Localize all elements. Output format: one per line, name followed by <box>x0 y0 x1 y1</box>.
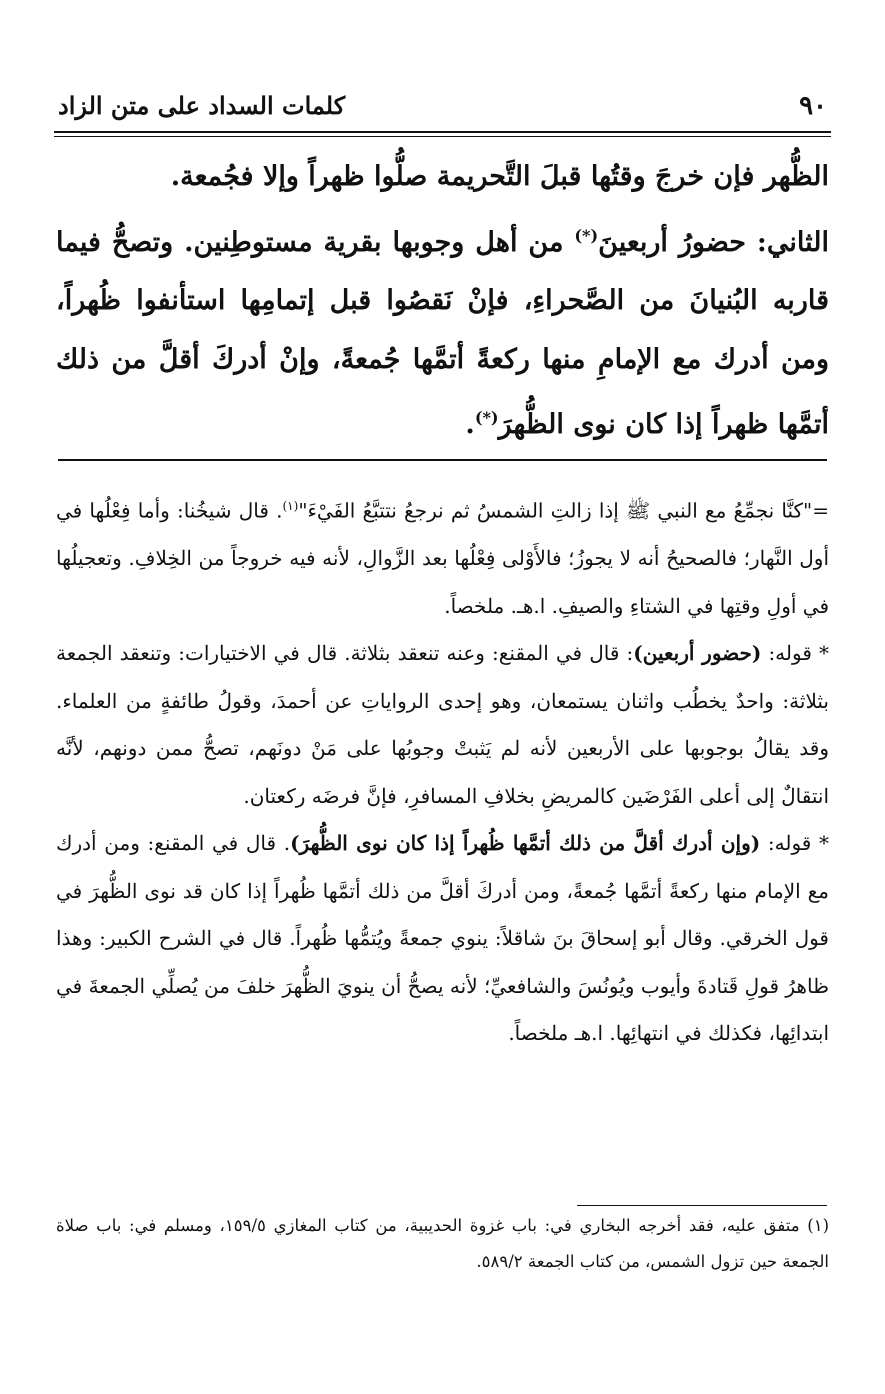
commentary-p1-rest: . قال شيخُنا: وأما فِعْلُها في أول النَّهار؛ فالصحيحُ أنه لا يجوزُ؛ فالأَوْلى فِعْلُها بعد الزَّوالِ، لأنه فيه خروجاً من الخِلافِ. وتعجيلُها في أولِ وقتِها في الشتاءِ والصيفِ. ا.هـ. ملخصاً. <box>56 498 829 618</box>
footnote-1: (١) متفق عليه، فقد أخرجه البخاري في: باب غزوة الحديبية، من كتاب المغازي ١٥٩/٥، ومسلم في: باب صلاة الجمعة حين تزول الشمس، من كتاب الجمعة ٥٨٩/٢. <box>56 1216 829 1271</box>
section-divider <box>58 459 827 461</box>
annotation-mark: (*) <box>574 225 599 245</box>
matn-p2-end: . <box>465 409 475 440</box>
quoted-matn: (حضور أربعين) <box>633 641 762 666</box>
annotation-mark: (*) <box>474 408 499 427</box>
commentary-text <box>56 483 829 1058</box>
commentary-paragraph-3 <box>56 820 829 1058</box>
commentary-lead: * قوله: <box>761 641 830 666</box>
footnotes <box>56 1208 829 1280</box>
footnote-divider <box>577 1205 827 1206</box>
matn-text <box>56 148 829 455</box>
quoted-matn: (وإن أدرك أقلَّ من ذلك أتمَّها ظُهراً إذا كان نوى الظُّهرَ) <box>290 831 761 856</box>
matn-paragraph-2 <box>56 207 829 455</box>
matn-p2-text: الثاني: حضورُ أربعينَ <box>598 226 829 258</box>
hadith-quote: ="كنَّا نجمِّعُ مع النبي ﷺ إذا زالتِ الشمسُ ثم نرجعُ نتتبَّعُ الفَيْءَ" <box>298 498 830 523</box>
commentary-p2-rest: : قال في المقنع: وعنه تنعقد بثلاثة. قال في الاختيارات: وتنعقد الجمعة بثلاثة: واحدٌ يخطُب واثنان يستمعان، وهو إحدى الرواياتِ عن أحمدَ، وقولُ طائفةٍ من العلماء. وقد يقالُ بوجوبها على الأربعين لأنه لم يَثبتْ وجوبُها على مَنْ دونَهم، تصحُّ ممن دونهم، لأنَّه انتقالٌ إلى أعلى الفَرْضَين كالمريضِ بخلافِ المسافرِ، فإنَّ فرضَه ركعتان. <box>56 641 829 808</box>
commentary-lead: * قوله: <box>760 831 830 856</box>
commentary-paragraph-1 <box>56 483 829 630</box>
matn-paragraph-1: الظُّهر فإن خرجَ وقتُها قبلَ التَّحريمة صلُّوا ظهراً وإلا فجُمعة. <box>170 161 829 192</box>
page-header <box>58 88 827 128</box>
running-title: كلمات السداد على متن الزاد <box>58 91 346 120</box>
page-number: ٩٠ <box>799 91 827 121</box>
footnote-ref: (١) <box>282 499 299 513</box>
header-rule <box>54 131 831 137</box>
commentary-paragraph-2 <box>56 630 829 820</box>
matn-p2-rest: من أهل وجوبها بقرية مستوطِنين. وتصحُّ فيما قاربه البُنيانَ من الصَّحراءِ، فإنْ نَقصُوا قبل إتمامِها استأنفوا ظُهراً، ومن أدرك مع الإمامِ منها ركعةً أتمَّها جُمعةً، وإنْ أدركَ أقلَّ من ذلك أتمَّها ظهراً إذا كان نوى الظُّهرَ <box>56 226 829 440</box>
commentary-p3-rest: . قال في المقنع: ومن أدرك مع الإمام منها ركعةً أتمَّها جُمعةً، ومن أدركَ أقلَّ من ذلك أتمَّها ظُهراً إذا كان قد نوى الظُّهرَ في قول الخرقي. وقال أبو إسحاقَ بنَ شاقلاً: ينوي جمعةً ويُتمُّها ظُهراً. قال في الشرح الكبير: وهذا ظاهرُ قولِ قَتادةَ وأيوب ويُونُسَ والشافعيِّ؛ لأنه يصحُّ أن ينويَ الظُّهرَ خلفَ من يُصلِّي الجمعةَ في ابتدائِها، فكذلك في انتهائِها. ا.هـ ملخصاً. <box>56 831 829 1046</box>
